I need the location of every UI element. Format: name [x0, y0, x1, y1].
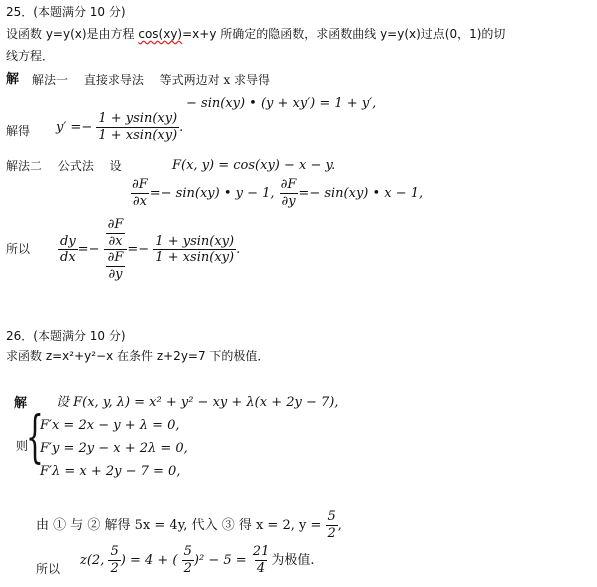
p25-solve-label: 解得 — [6, 124, 31, 138]
p26-result-frac — [251, 545, 272, 575]
p25-dydx-num: dy — [60, 233, 76, 249]
p26-solve-line — [36, 510, 342, 540]
p25-method1-title: 解法一 直接求导法 等式两边对 x 求导得 — [32, 73, 271, 87]
p25-compound-top-den: ∂x — [108, 233, 123, 249]
p25-dFdy-frac — [279, 178, 299, 208]
p25-frac1-end: . — [179, 119, 184, 135]
p25-method2-label: 解法二 公式法 设 — [6, 159, 122, 173]
p25-frac2 — [153, 235, 236, 265]
p26-problem: 求函数 z=x²+y²−x 在条件 z+2y=7 下的极值． — [6, 349, 270, 363]
p26-z-frac1-num: 5 — [110, 544, 119, 559]
p26-z-frac1-den: 2 — [110, 560, 119, 576]
p25-header: 25．(本题满分 10 分) — [6, 5, 126, 19]
p26-result-end: 为极值. — [271, 552, 315, 568]
p25-eq-mid2: =− — [127, 242, 150, 258]
p25-dFdy-den: ∂y — [281, 193, 296, 209]
p26-solve-text: 由 ① 与 ② 解得 5x = 4y, 代入 ③ 得 x = 2, y = — [36, 517, 322, 533]
p25-problem-wavy: cos(xy) — [138, 27, 183, 41]
p26-then-label: 则 — [16, 439, 29, 453]
p26-result-num: 21 — [252, 544, 270, 559]
p25-dydx-den: dx — [60, 250, 76, 266]
p25-frac1 — [96, 112, 179, 142]
p25-compound-bottom — [106, 251, 126, 281]
p25-yprime-lhs: y′ =− — [56, 119, 93, 135]
p25-dFdy-rhs: =− sin(xy) • x − 1, — [298, 185, 424, 201]
p25-problem-line1 — [6, 28, 505, 40]
p25-dFdy-num: ∂F — [280, 177, 297, 192]
p26-header: 26．(本题满分 10 分) — [6, 329, 126, 343]
p26-z-b: ) = 4 + ( — [120, 552, 178, 568]
p26-result-den: 4 — [256, 560, 266, 576]
p26-y-frac-num: 5 — [327, 509, 336, 524]
p25-dFdx-den: ∂x — [132, 193, 147, 209]
p25-dydx-eq — [58, 218, 240, 282]
p26-so-label: 所以 — [36, 562, 61, 576]
p25-frac2-end: . — [236, 242, 241, 258]
p26-solution-label: 解 — [14, 396, 28, 411]
p25-F-definition: F(x, y) = cos(xy) − x − y. — [172, 158, 336, 173]
p26-eq2: F′y = 2y − x + 2λ = 0, — [40, 441, 188, 456]
p25-compound-bottom-num: ∂F — [107, 250, 124, 266]
p25-frac1-den: 1 + xsin(xy) — [98, 127, 178, 143]
p25-problem-text-b: =x+y 所确定的隐函数，求函数曲线 y=y(x)过点(0，1)的切 — [182, 27, 506, 41]
p25-dydx-frac — [58, 235, 78, 265]
p25-compound-frac — [104, 218, 128, 282]
p25-frac2-den: 1 + xsin(xy) — [155, 250, 235, 266]
p25-dFdx-num: ∂F — [132, 177, 148, 192]
p26-y-frac-den: 2 — [327, 525, 336, 541]
p25-partials-eq — [130, 178, 423, 208]
p26-lagrange: 设 F(x, y, λ) = x² + y² − xy + λ(x + 2y − 7), — [56, 395, 339, 410]
p25-compound-den — [104, 249, 128, 281]
p25-frac1-num: 1 + ysin(xy) — [98, 111, 178, 126]
p26-z-eq — [80, 545, 314, 575]
p25-yprime-eq — [56, 112, 183, 142]
p26-z-frac2-den: 2 — [183, 560, 192, 576]
p25-eq-mid: =− — [77, 242, 100, 258]
p25-problem-line2: 线方程． — [6, 49, 55, 63]
p25-compound-top — [106, 218, 126, 248]
p25-so-label: 所以 — [6, 242, 31, 256]
p26-z-frac2 — [182, 545, 194, 575]
p25-eq-differentiate: − sin(xy) • (y + xy′) = 1 + y′, — [186, 96, 377, 111]
p26-z-c: )² − 5 = — [193, 552, 247, 568]
p26-z-frac1 — [108, 545, 120, 575]
brace-icon: { — [26, 405, 44, 470]
p26-eq1: F′x = 2x − y + λ = 0, — [40, 418, 180, 433]
p25-dFdx-rhs: =− sin(xy) • y − 1, — [149, 185, 275, 201]
p26-eq3: F′λ = x + 2y − 7 = 0, — [40, 464, 181, 479]
p25-compound-num — [104, 218, 128, 249]
p25-dFdx-frac — [130, 178, 150, 208]
p25-solution-label: 解 — [6, 72, 20, 87]
p25-frac2-num: 1 + ysin(xy) — [155, 233, 235, 249]
p25-compound-bottom-den: ∂y — [108, 266, 123, 282]
p26-solve-end: , — [337, 517, 342, 533]
p26-y-frac — [326, 510, 338, 540]
p25-problem-text-a: 设函数 y=y(x)是由方程 — [6, 27, 139, 41]
p26-z-a: z(2, — [80, 552, 105, 568]
p26-z-frac2-num: 5 — [183, 544, 192, 559]
p25-compound-top-num: ∂F — [107, 217, 124, 232]
